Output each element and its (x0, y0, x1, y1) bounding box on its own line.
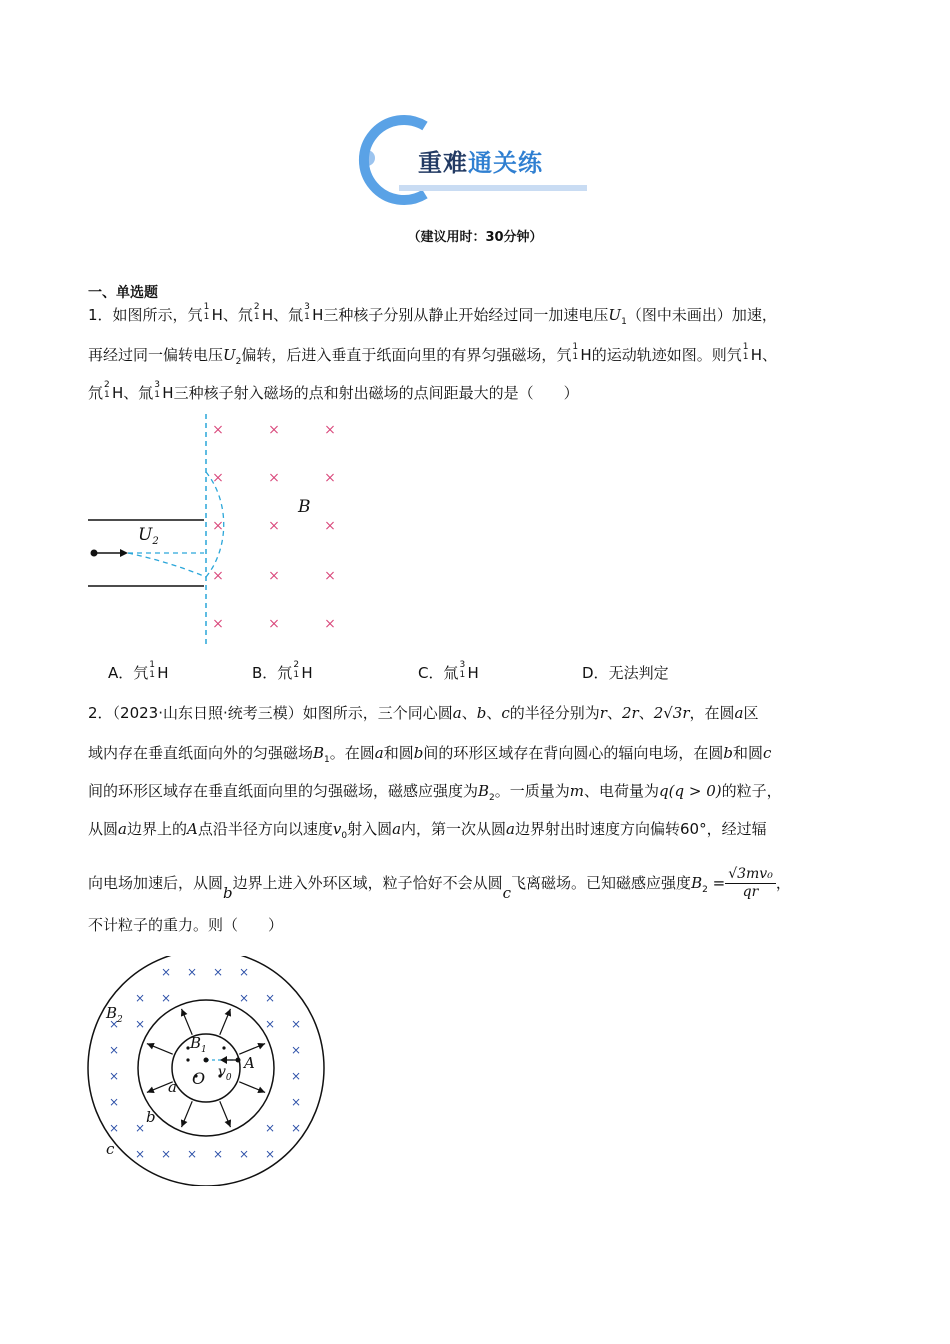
field-cross-mark: × (212, 470, 224, 486)
b2-fraction: $\frac{\text{√3mv₀}}{qr}$ (725, 866, 776, 901)
q2-line6: 不计粒子的重力。则（ ） (88, 916, 284, 934)
field-cross-mark: × (268, 568, 280, 584)
label-a: a (168, 1078, 177, 1096)
q2-line3: 间的环形区域存在垂直纸面向里的匀强磁场，磁感应强度为$B_2$。一质量为m、电荷量为q(q > 0)的粒子， (88, 782, 782, 803)
magnetic-field-marks (212, 422, 336, 632)
field-out-dot (222, 1046, 225, 1049)
option-d[interactable]: D．无法判定 (582, 664, 669, 682)
label-b: b (146, 1108, 156, 1126)
field-cross-mark: × (264, 1017, 276, 1031)
field-out-dot (186, 1058, 189, 1061)
field-cross-mark: × (108, 1095, 120, 1109)
field-cross-mark: × (268, 470, 280, 486)
center-o-dot (204, 1058, 209, 1063)
field-cross-mark: × (324, 568, 336, 584)
field-cross-mark: × (108, 1043, 120, 1057)
field-cross-mark: × (108, 1017, 120, 1031)
field-cross-mark: × (134, 1017, 146, 1031)
field-cross-mark: × (268, 518, 280, 534)
circle-c (88, 956, 324, 1186)
time-note: （建议用时：30分钟） (407, 230, 543, 245)
field-cross-mark: × (324, 518, 336, 534)
q2-line1: 2．（2023·山东日照·统考三模）如图所示，三个同心圆a、b、c的半径分别为r、2r、2√3r，在圆a区 (88, 704, 759, 722)
field-cross-mark: × (290, 1043, 302, 1057)
field-cross-mark: × (324, 422, 336, 438)
field-cross-mark: × (290, 1069, 302, 1083)
label-v0: $v_0$ (218, 1064, 232, 1083)
q1-figure (80, 412, 360, 652)
q2-line4: 从圆a边界上的A点沿半径方向以速度$v_0$射入圆a内，第一次从圆a边界射出时速度方向偏转60°，经过辐 (88, 820, 767, 841)
label-b2: $B_2$ (106, 1004, 123, 1025)
q1-line3: 氘 2 1 H、氚 3 1 H三种核子射入磁场的点和射出磁场的点间距最大的是（ ） (88, 380, 579, 402)
q1-line2: 再经过同一偏转电压$U_2$偏转，后进入垂直于纸面向里的有界匀强磁场，氕 1 1 H的运动轨迹如图。则氕 1 1 H、 (88, 342, 777, 367)
field-cross-mark: × (212, 1147, 224, 1161)
field-cross-mark: × (186, 965, 198, 979)
label-c: c (106, 1140, 115, 1158)
field-cross-mark: × (264, 991, 276, 1005)
field-cross-mark: × (238, 965, 250, 979)
field-cross-mark: × (212, 616, 224, 632)
field-cross-mark: × (212, 965, 224, 979)
page-title: 重难通关练 (418, 149, 543, 177)
field-cross-mark: × (290, 1121, 302, 1135)
q2-figure (84, 956, 334, 1186)
isotope-h3: 3 1 (304, 302, 310, 322)
field-cross-mark: × (290, 1017, 302, 1031)
field-cross-mark: × (134, 1121, 146, 1135)
field-cross-mark: × (290, 1095, 302, 1109)
q1-line1: 1．如图所示，氕 1 1 H、氘 2 1 H、氚 3 1 H三种核子分别从静止开始经过同一加速电压$U_1$（图中未画出）加速， (88, 302, 777, 327)
field-cross-mark: × (324, 470, 336, 486)
arrowhead-icon (120, 549, 128, 557)
option-c[interactable]: C．氚 3 1 H (418, 660, 479, 682)
label-u2: $U_2$ (138, 525, 159, 547)
field-cross-mark: × (212, 568, 224, 584)
arrowhead-icon (220, 1056, 227, 1064)
option-a[interactable]: A．氕 1 1 H (108, 660, 169, 682)
field-cross-mark: × (264, 1121, 276, 1135)
field-cross-mark: × (160, 1147, 172, 1161)
field-cross-mark: × (264, 1147, 276, 1161)
field-cross-mark: × (238, 1147, 250, 1161)
q2-line5: 向电场加速后，从圆b边界上进入外环区域，粒子恰好不会从圆c飞离磁场。已知磁感应强度$B_2$ = $\frac{\text{√3mv₀}}{qr}$ ， (88, 866, 791, 902)
field-cross-mark: × (212, 422, 224, 438)
isotope-h2: 2 1 (253, 302, 260, 322)
field-cross-mark: × (238, 991, 250, 1005)
field-cross-mark: × (268, 616, 280, 632)
field-cross-mark: × (160, 991, 172, 1005)
field-cross-mark: × (134, 1147, 146, 1161)
field-cross-mark: × (134, 991, 146, 1005)
label-b: B (298, 497, 311, 517)
deflected-path (128, 553, 206, 577)
label-b1: $B_1$ (190, 1034, 207, 1055)
label-point-a: A (244, 1054, 255, 1072)
field-cross-mark: × (160, 965, 172, 979)
option-b[interactable]: B．氘 2 1 H (252, 660, 313, 682)
label-o: O (192, 1069, 206, 1088)
field-cross-mark: × (212, 518, 224, 534)
q2-line2: 域内存在垂直纸面向外的匀强磁场$B_1$。在圆a和圆b间的环形区域存在背向圆心的辐向电场，在圆b和圆c (88, 744, 772, 765)
field-cross-mark: × (186, 1147, 198, 1161)
section-title: 一、单选题 (88, 285, 158, 301)
isotope-h1: 1 1 (203, 302, 210, 322)
field-cross-mark: × (268, 422, 280, 438)
field-cross-mark: × (108, 1069, 120, 1083)
field-cross-mark: × (108, 1121, 120, 1135)
field-cross-mark: × (324, 616, 336, 632)
